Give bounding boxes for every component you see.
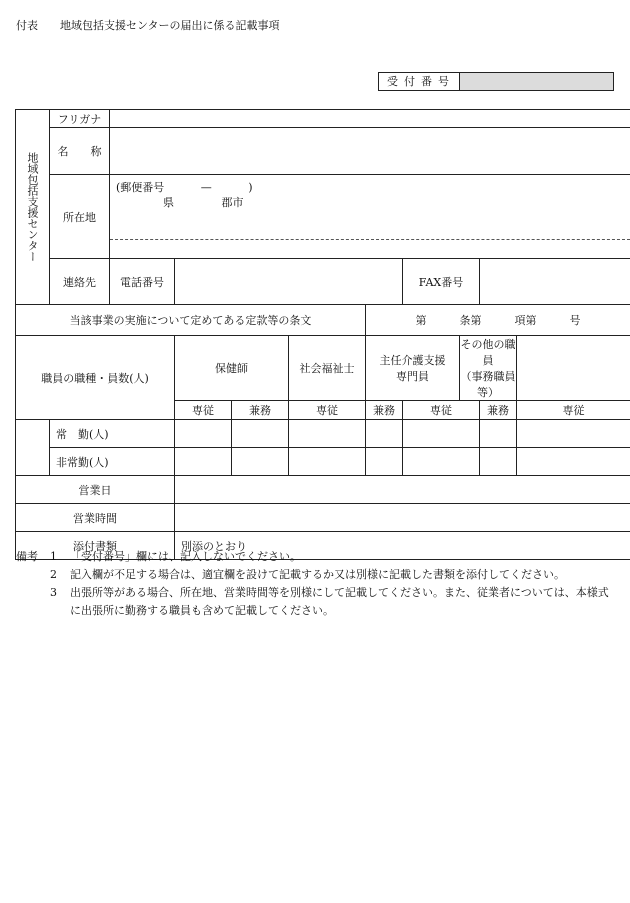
staff-count-cell[interactable]: [366, 420, 403, 448]
subheader-dedicated: 専従: [517, 401, 630, 420]
subheader-dedicated: 専従: [289, 401, 366, 420]
note-text: 「受付番号」欄には、記入しないでください。: [70, 550, 301, 563]
address-label: 所在地: [50, 175, 110, 259]
staff-category-other-line2: （事務職員等）: [460, 370, 516, 399]
subheader-dedicated: 専従: [403, 401, 480, 420]
phone-field[interactable]: [175, 259, 403, 305]
staff-category-cell: [175, 336, 289, 401]
note-number: 1: [50, 550, 57, 563]
registration-form-table: [15, 109, 630, 560]
staff-count-cell[interactable]: [366, 448, 403, 476]
contact-label: 連絡先: [50, 259, 110, 305]
fax-field[interactable]: [480, 259, 630, 305]
notes-heading: 備考: [16, 550, 38, 563]
attachments-label: 添付書類: [16, 532, 175, 560]
staff-count-cell[interactable]: [232, 448, 289, 476]
subheader-concurrent: 兼務: [366, 401, 403, 420]
row-full-time-label: 常 勤(人): [50, 420, 175, 448]
business-days-label: 営業日: [16, 476, 175, 504]
staff-row-spacer: [16, 420, 50, 476]
subheader-concurrent: 兼務: [232, 401, 289, 420]
row-part-time-label: 非常勤(人): [50, 448, 175, 476]
form-title: 地域包括支援センターの届出に係る記載事項: [60, 19, 280, 32]
prefecture-city-line: 県 郡市: [163, 196, 244, 209]
center-section-label: 地域包括支援センター: [26, 152, 39, 262]
notes-section: [16, 548, 616, 620]
staff-category-cell: [366, 336, 460, 401]
subheader-concurrent: 兼務: [480, 401, 517, 420]
subheader-dedicated: 専従: [175, 401, 232, 420]
fax-label: FAX番号: [403, 259, 480, 305]
receipt-number-box: [378, 72, 614, 91]
staff-category-other-line1: その他の職員: [460, 338, 516, 367]
furigana-field[interactable]: [110, 110, 630, 128]
note-item: [16, 548, 616, 566]
receipt-number-label: 受付番号: [379, 73, 460, 90]
name-field[interactable]: [110, 128, 630, 175]
form-prefix: 付表: [16, 19, 38, 32]
phone-label: 電話番号: [110, 259, 175, 305]
staff-category-cell: [289, 336, 366, 401]
articles-label: 当該事業の実施について定めてある定款等の条文: [16, 305, 366, 336]
form-header: [16, 17, 280, 33]
address-divider: [110, 239, 630, 240]
staff-label: 職員の職種・員数(人): [16, 336, 175, 420]
staff-count-cell[interactable]: [480, 448, 517, 476]
note-item: [16, 566, 616, 584]
address-field[interactable]: [110, 175, 630, 259]
staff-count-cell[interactable]: [480, 420, 517, 448]
staff-count-cell[interactable]: [289, 420, 366, 448]
staff-category-social-worker: 社会福祉士: [299, 362, 355, 375]
staff-count-cell[interactable]: [403, 420, 480, 448]
articles-field[interactable]: 第 条第 項第 号: [366, 305, 630, 336]
staff-count-cell[interactable]: [232, 420, 289, 448]
staff-count-cell[interactable]: [517, 420, 630, 448]
staff-count-cell[interactable]: [175, 420, 232, 448]
staff-category-care-manager-line1: 主任介護支援: [379, 354, 446, 367]
attachments-field[interactable]: 別添のとおり: [175, 532, 630, 560]
note-item: [16, 584, 616, 620]
center-section-label-cell: [16, 110, 50, 305]
furigana-label: フリガナ: [50, 110, 110, 128]
staff-category-care-manager-line2: 専門員: [396, 370, 430, 383]
staff-category-cell: [460, 336, 517, 401]
note-text: 出張所等がある場合、所在地、営業時間等を別様にして記載してください。また、従業者については、本様式に出張所に勤務する職員も含めて記載してください。: [70, 586, 609, 617]
business-hours-field[interactable]: [175, 504, 630, 532]
note-text: 記入欄が不足する場合は、適宜欄を設けて記載するか又は別様に記載した書類を添付してください。: [70, 568, 565, 581]
staff-count-cell[interactable]: [403, 448, 480, 476]
postal-code-line: (郵便番号 — ): [116, 181, 253, 194]
note-number: 3: [50, 586, 57, 599]
staff-count-cell[interactable]: [175, 448, 232, 476]
staff-count-cell[interactable]: [289, 448, 366, 476]
note-number: 2: [50, 568, 57, 581]
business-hours-label: 営業時間: [16, 504, 175, 532]
staff-count-cell[interactable]: [517, 448, 630, 476]
business-days-field[interactable]: [175, 476, 630, 504]
staff-category-public-health-nurse: 保健師: [215, 362, 249, 375]
name-label: 名 称: [50, 128, 110, 175]
receipt-number-field[interactable]: [460, 73, 613, 90]
